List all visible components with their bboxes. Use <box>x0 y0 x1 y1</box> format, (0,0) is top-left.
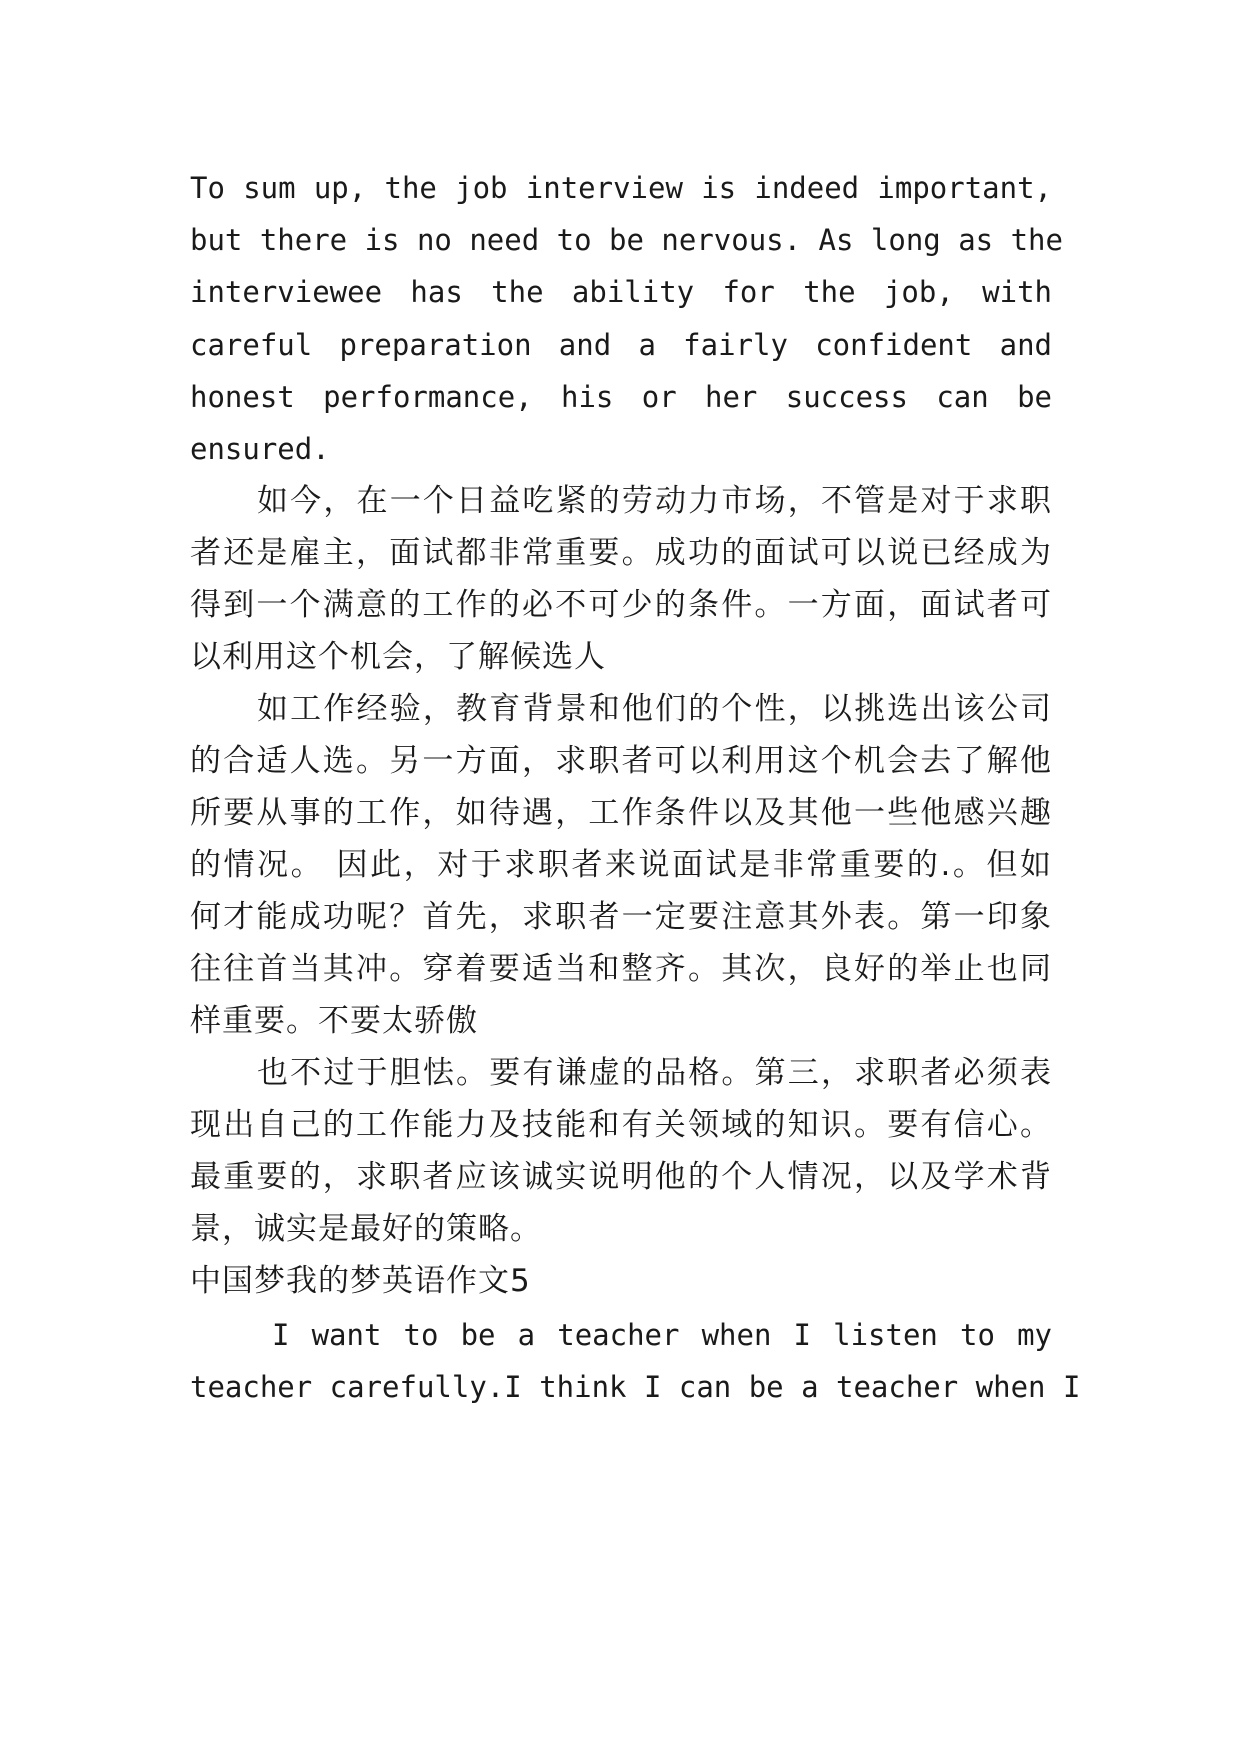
paragraph-line: 景，诚实是最好的策略。 <box>190 1211 542 1247</box>
paragraph-line: 样重要。不要太骄傲 <box>190 1003 478 1039</box>
paragraph-line: I want to be a teacher when I listen to my <box>272 1318 1052 1352</box>
paragraph-line: 如今，在一个日益吃紧的劳动力市场，不管是对于求职 <box>257 483 1052 519</box>
paragraph-line: 所要从事的工作，如待遇，工作条件以及其他一些他感兴趣 <box>190 795 1052 831</box>
paragraph-line: 何才能成功呢？首先，求职者一定要注意其外表。第一印象 <box>190 899 1052 935</box>
paragraph-line: 也不过于胆怯。要有谦虚的品格。第三，求职者必须表 <box>257 1055 1052 1091</box>
paragraph-line: 的合适人选。另一方面，求职者可以利用这个机会去了解他 <box>190 743 1052 779</box>
paragraph-line: teacher carefully.I think I can be a teacher when I <box>190 1370 1081 1404</box>
paragraph-line: but there is no need to be nervous. As long as the <box>190 223 1063 257</box>
paragraph-line: 现出自己的工作能力及技能和有关领域的知识。要有信心。 <box>190 1107 1052 1143</box>
paragraph-line: 者还是雇主，面试都非常重要。成功的面试可以说已经成为 <box>190 535 1052 571</box>
paragraph-line: To sum up, the job interview is indeed important, <box>190 171 1052 205</box>
paragraph-line: 得到一个满意的工作的必不可少的条件。一方面，面试者可 <box>190 587 1052 623</box>
paragraph-line: careful preparation and a fairly confident and <box>190 328 1052 362</box>
paragraph-line: 最重要的，求职者应该诚实说明他的个人情况，以及学术背 <box>190 1159 1052 1195</box>
section-heading: 中国梦我的梦英语作文5 <box>190 1263 531 1299</box>
paragraph-line: honest performance, his or her success can be <box>190 380 1052 414</box>
paragraph-line: ensured. <box>190 432 330 466</box>
paragraph-line: interviewee has the ability for the job, with <box>190 275 1052 309</box>
paragraph-line: 往往首当其冲。穿着要适当和整齐。其次，良好的举止也同 <box>190 951 1052 987</box>
paragraph-line: 以利用这个机会，了解候选人 <box>190 639 606 675</box>
paragraph-line: 如工作经验，教育背景和他们的个性，以挑选出该公司 <box>257 691 1052 727</box>
paragraph-line: 的情况。 因此，对于求职者来说面试是非常重要的.。但如 <box>190 847 1052 883</box>
